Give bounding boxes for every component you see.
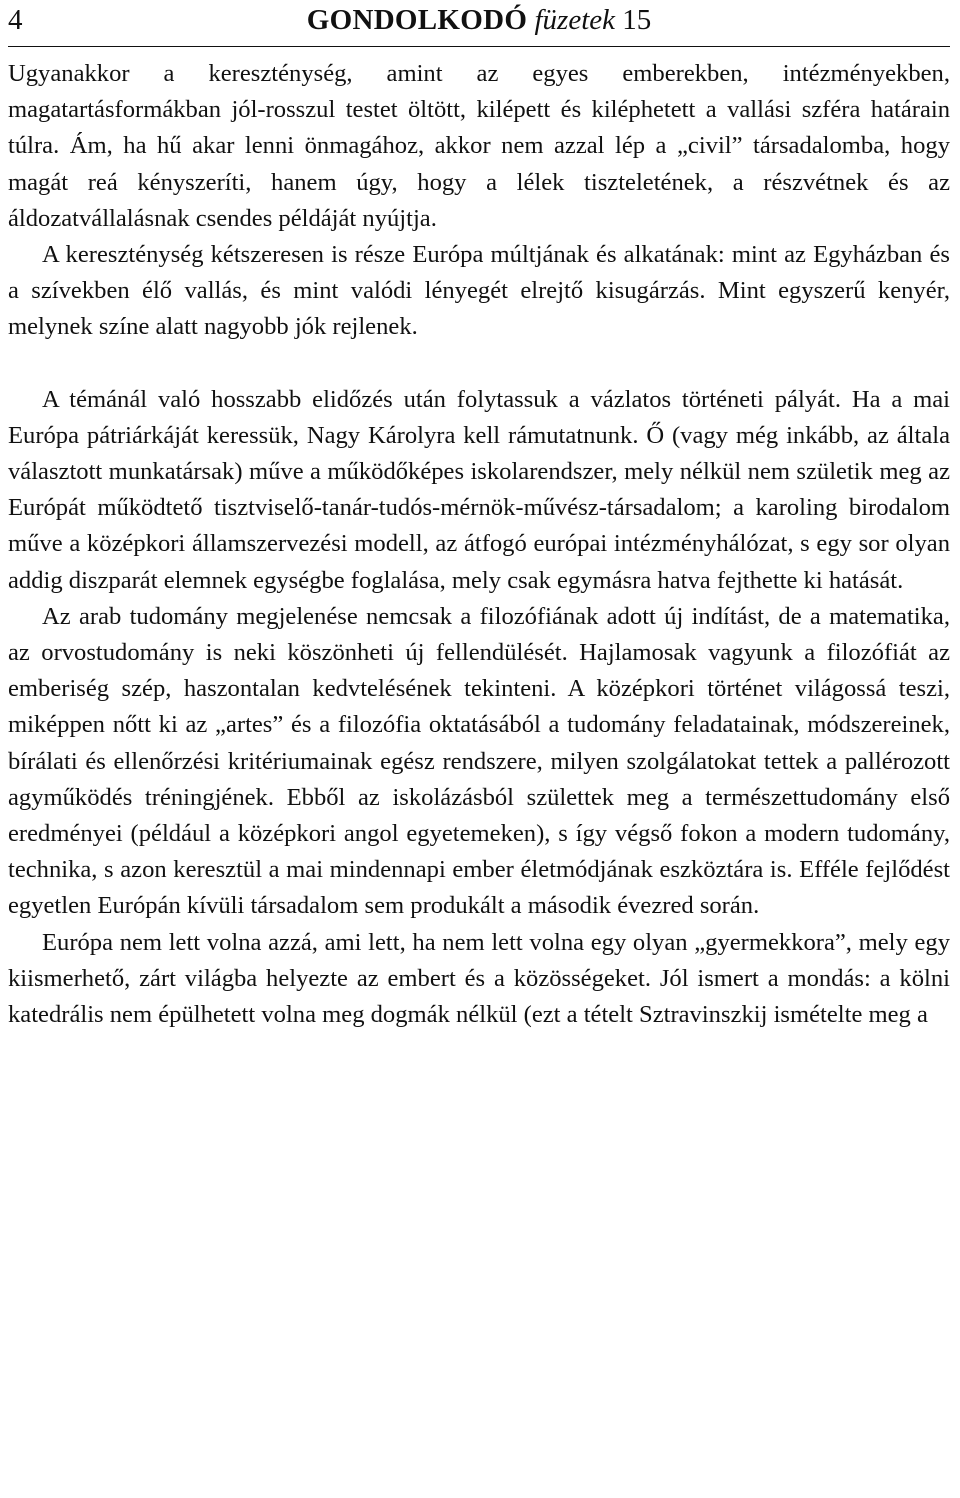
body-text <box>8 56 950 1033</box>
issue-number: 15 <box>622 4 652 36</box>
publication-title: GONDOLKODÓ <box>306 4 528 36</box>
paragraph: A témánál való hosszabb elidőzés után folytassuk a vázlatos történeti pályát. Ha a mai Európa pátriárkáját keressük, Nagy Károlyra kell rámutatnunk. Ő (vagy még inkább, az általa választott munkatársak) műve a működőképes iskolarendszer, mely nélkül nem születik meg az Európát működtető tisztviselő-tanár-tudós-mérnök-művész-társadalom; a karoling birodalom műve a középkori államszervezési modell, az átfogó európai intézményhálózat, s egy sor olyan addig diszparát elemnek egységbe foglalása, mely csak egymásra hatva fejthette ki hatását. <box>8 385 950 594</box>
running-title <box>8 4 950 36</box>
paragraph: Ugyanakkor a kereszténység, amint az egyes emberekben, intézményekben, magatartásformákban jól-rosszul testet öltött, kilépett és kiléphetett a vallási szféra határain túlra. Ám, ha hű akar lenni önmagához, akkor nem azzal lép a „civil” társadalomba, hogy magát reá kényszeríti, hanem úgy, hogy a lélek tiszteletének, a részvétnek és az áldozatvállalásnak csendes példáját nyújtja. <box>8 60 950 232</box>
paragraph: Az arab tudomány megjelenése nemcsak a filozófiának adott új indítást, de a matematika, az orvostudomány is neki köszönheti új fellendülését. Hajlamosak vagyunk a filozófiát az emberiség szép, haszontalan kedvtelésének tekinteni. A középkori történet világossá teszi, miképpen nőtt ki az „artes” és a filozófia oktatásából a tudomány feladatainak, módszereinek, bírálati és ellenőrzési kritériumainak egész rendszere, milyen szolgálatokat tettek a pallérozott agyműködés tréningjének. Ebből az iskolázásból születtek meg a természettudomány első eredményei (például a középkori angol egyetemeken), s így végső fokon a modern tudomány, technika, s azon keresztül a mai mindennapi ember életmódjának eszköztára is. Efféle fejlődést egyetlen Európán kívüli társadalom sem produkált a második évezred során. <box>8 602 950 920</box>
paragraph: Európa nem lett volna azzá, ami lett, ha nem lett volna egy olyan „gyermekkora”, mely egy kiismerhető, zárt világba helyezte az embert és a közösségeket. Jól ismert a mondás: a kölni katedrális nem épülhetett volna meg dogmák nélkül (ezt a tételt Sztravinszkij ismételte meg a <box>8 928 950 1029</box>
page-number: 4 <box>8 4 23 36</box>
document-page <box>8 0 950 1029</box>
running-header <box>8 0 950 47</box>
paragraph: A kereszténység kétszeresen is része Európa múltjának és alkatának: mint az Egyházban és a szívekben élő vallás, és mint valódi lényegét elrejtő kisugárzás. Mint egyszerű kenyér, melynek színe alatt nagyobb jók rejlenek. <box>8 241 950 341</box>
publication-subtitle: füzetek <box>534 4 616 36</box>
